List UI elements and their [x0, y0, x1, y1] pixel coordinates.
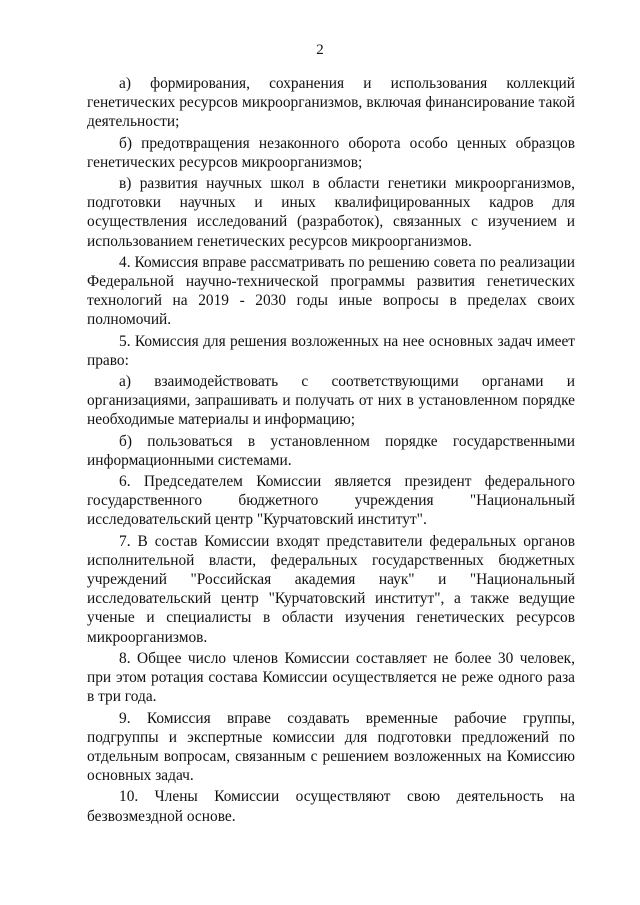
paragraph-v-scientific-schools: в) развития научных школ в области генетики микроорганизмов, подготовки научных и иных квалифицированных кадров для осуществления исследований (разработок), связанных с изучением и использованием генетических ресурсов микроорганизмов.	[87, 175, 575, 250]
page-number: 2	[316, 42, 324, 58]
paragraph-4: 4. Комиссия вправе рассматривать по решению совета по реализации Федеральной научно-технической программы развития генетических технологий на 2019 - 2030 годы иные вопросы в пределах своих полномочий.	[87, 253, 575, 329]
paragraph-9: 9. Комиссия вправе создавать временные рабочие группы, подгруппы и экспертные комиссии для подготовки предложений по отдельным вопросам, связанным с решением возложенных на Комиссию основных задач.	[87, 709, 575, 785]
paragraph-8: 8. Общее число членов Комиссии составляет не более 30 человек, при этом ротация состава Комиссии осуществляется не реже одного раза в три года.	[87, 649, 575, 706]
paragraph-5a: а) взаимодействовать с соответствующими органами и организациями, запрашивать и получать от них в установленном порядке необходимые материалы и информацию;	[87, 373, 575, 429]
paragraph-5b: б) пользоваться в установленном порядке государственными информационными системами.	[87, 432, 575, 469]
paragraph-a-collections: а) формирования, сохранения и использования коллекций генетических ресурсов микроорганизмов, включая финансирование такой деятельности;	[87, 75, 575, 131]
paragraph-b-illegal-trade: б) предотвращения незаконного оборота особо ценных образцов генетических ресурсов микроорганизмов;	[87, 134, 575, 171]
paragraph-5: 5. Комиссия для решения возложенных на нее основных задач имеет право:	[87, 332, 575, 369]
paragraph-6: 6. Председателем Комиссии является президент федерального государственного бюджетного учреждения "Национальный исследовательский центр "Курчатовский институт".	[87, 473, 575, 529]
paragraph-10: 10. Члены Комиссии осуществляют свою деятельность на безвозмездной основе.	[87, 788, 575, 825]
document-body	[87, 74, 575, 828]
paragraph-7: 7. В состав Комиссии входят представители федеральных органов исполнительной власти, федеральных государственных бюджетных учреждений "Российская академия наук" и "Национальный исследовательский центр "Курчатовский институт", а также ведущие ученые и специалисты в области изучения генетических ресурсов микроорганизмов.	[87, 532, 575, 646]
